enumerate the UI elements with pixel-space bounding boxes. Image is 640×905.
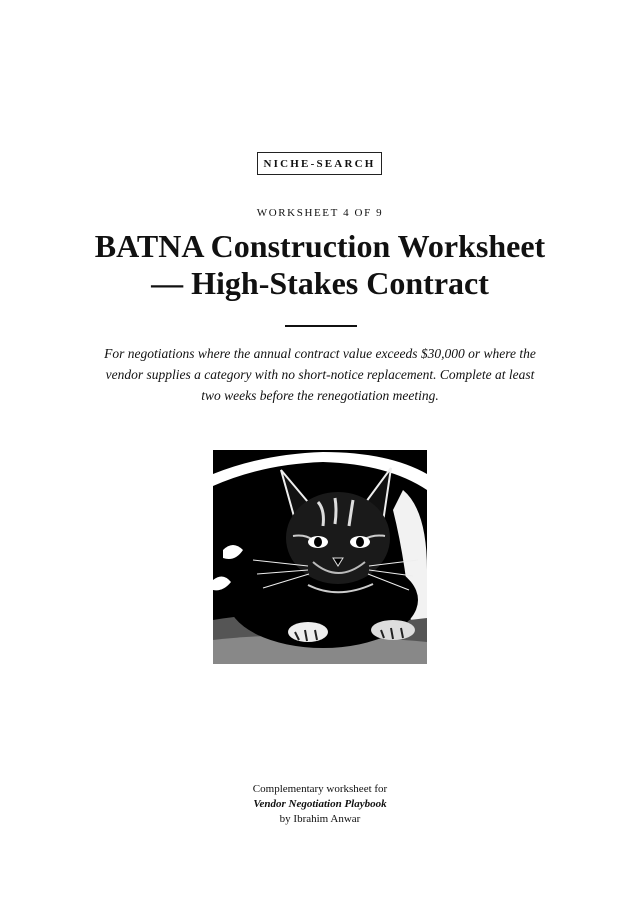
brand-text: NICHE-SEARCH: [263, 157, 376, 170]
title-line-1: BATNA Construction Worksheet: [94, 228, 546, 264]
author-line: by Ibrahim Anwar: [279, 813, 361, 825]
brand-badge: [257, 152, 382, 175]
cat-illustration: [213, 450, 427, 664]
series-label: WORKSHEET 4 OF 9: [256, 207, 384, 219]
intro-paragraph: For negotiations where the annual contract value exceeds $30,000 or where the vendor supplies a category with no short-notice replacement. Complete at least two weeks before the renegotiation meeting.: [104, 346, 536, 403]
title-line-2: — High-Stakes Contract: [151, 265, 489, 301]
credit-block: [0, 782, 640, 827]
book-title: Vendor Negotiation Playbook: [253, 798, 387, 810]
cat-photo: [213, 450, 427, 664]
title-divider: [285, 325, 357, 327]
credit-line: Complementary worksheet for: [252, 783, 388, 795]
page-title: [40, 228, 600, 302]
